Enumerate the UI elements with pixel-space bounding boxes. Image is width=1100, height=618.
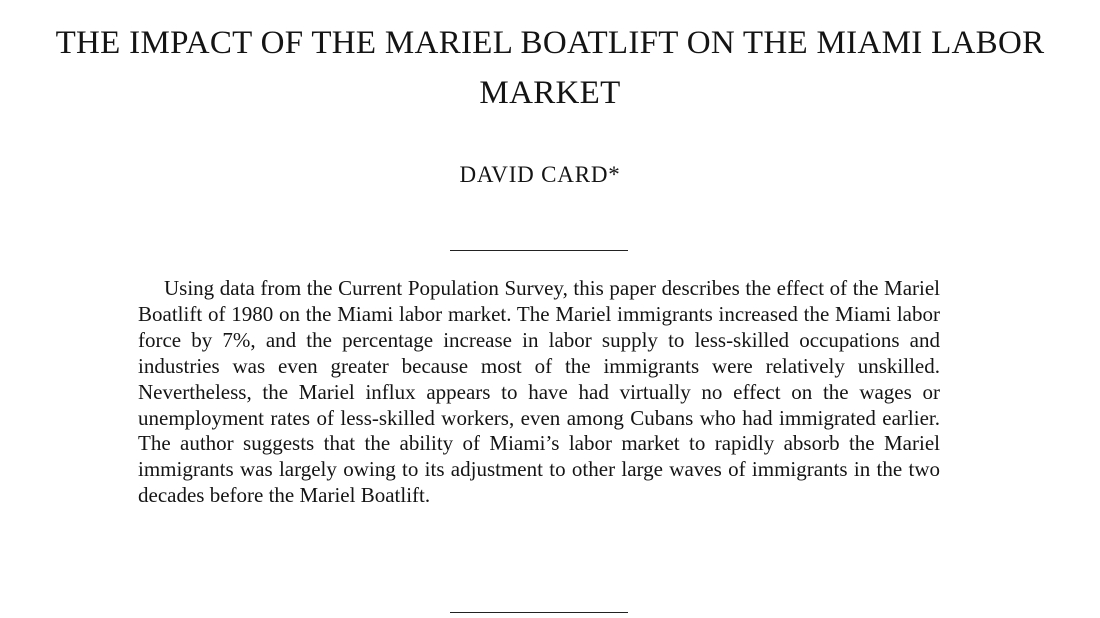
author-name: DAVID CARD* xyxy=(459,162,621,187)
divider-bottom xyxy=(450,612,628,613)
abstract-text: Using data from the Current Population Survey, this paper describes the effect of the Mariel Boatlift of 1980 on the Miami labor market. The Mariel immigrants increased the Miami labor force by 7%, and the percentage increase in labor supply to less-skilled occupations and industries was even greater because most of the immigrants were relatively unskilled. Nevertheless, the Mariel influx appears to have had virtually no effect on the wages or unemployment rates of less-skilled workers, even among Cubans who had immigrated earlier. The author suggests that the ability of Miami’s labor market to rapidly absorb the Mariel immigrants was largely owing to its adjustment to other large waves of immigrants in the two decades before the Mariel Boatlift. xyxy=(138,276,940,508)
divider-top xyxy=(450,250,628,251)
paper-title: THE IMPACT OF THE MARIEL BOATLIFT ON THE MIAMI LABOR MARKET xyxy=(55,25,1045,111)
